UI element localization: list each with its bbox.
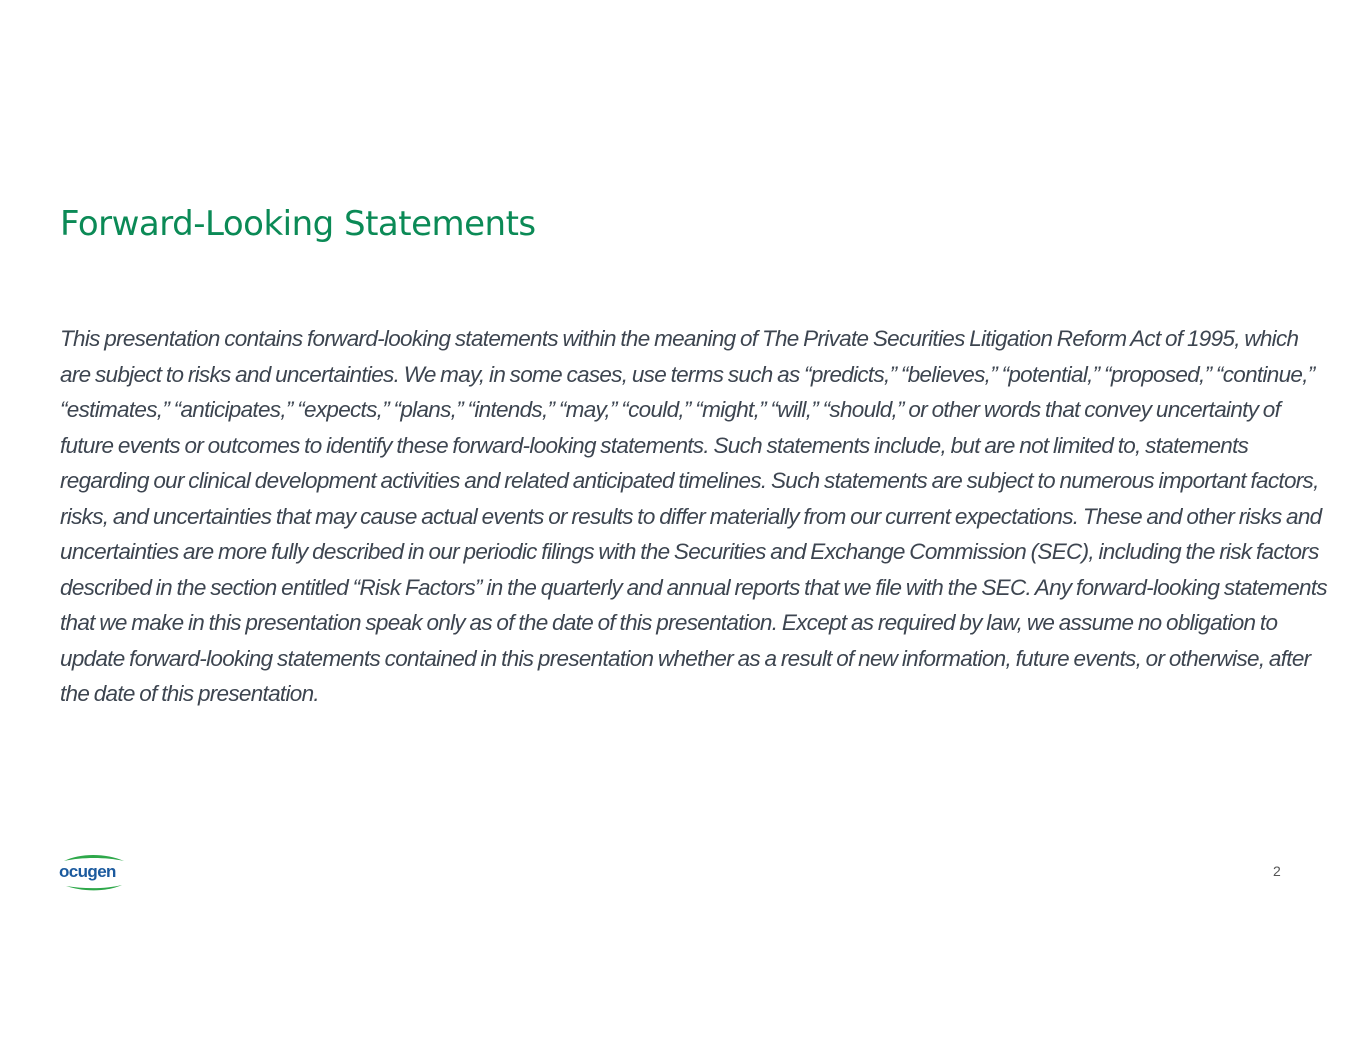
logo-wordmark: ocugen <box>59 862 116 881</box>
page-number: 2 <box>1273 863 1281 879</box>
forward-looking-statement-text: This presentation contains forward-looking statements within the meaning of The Private Securities Litigation Reform Act of 1995, which are subject to risks and uncertainties. We may, in some cases, use terms such as “predicts,” “believes,” “potential,” “proposed,” “continue,” “estimates,” “anticipates,” “expects,” “plans,” “intends,” “may,” “could,” “might,” “will,” “should,” or other words that convey uncertainty of future events or outcomes to identify these forward-looking statements. Such statements include, but are not limited to, statements regarding our clinical development activities and related anticipated timelines. Such statements are subject to numerous important factors, risks, and uncertainties that may cause actual events or results to differ materially from our current expectations. These and other risks and uncertainties are more fully described in our periodic filings with the Securities and Exchange Commission (SEC), including the risk factors described in the section entitled “Risk Factors” in the quarterly and annual reports that we file with the SEC. Any forward-looking statements that we make in this presentation speak only as of the date of this presentation. Except as required by law, we assume no obligation to update forward-looking statements contained in this presentation whether as a result of new information, future events, or otherwise, after the date of this presentation. <box>60 326 1327 706</box>
ocugen-logo <box>58 852 130 894</box>
slide-title: Forward-Looking Statements <box>60 204 536 244</box>
